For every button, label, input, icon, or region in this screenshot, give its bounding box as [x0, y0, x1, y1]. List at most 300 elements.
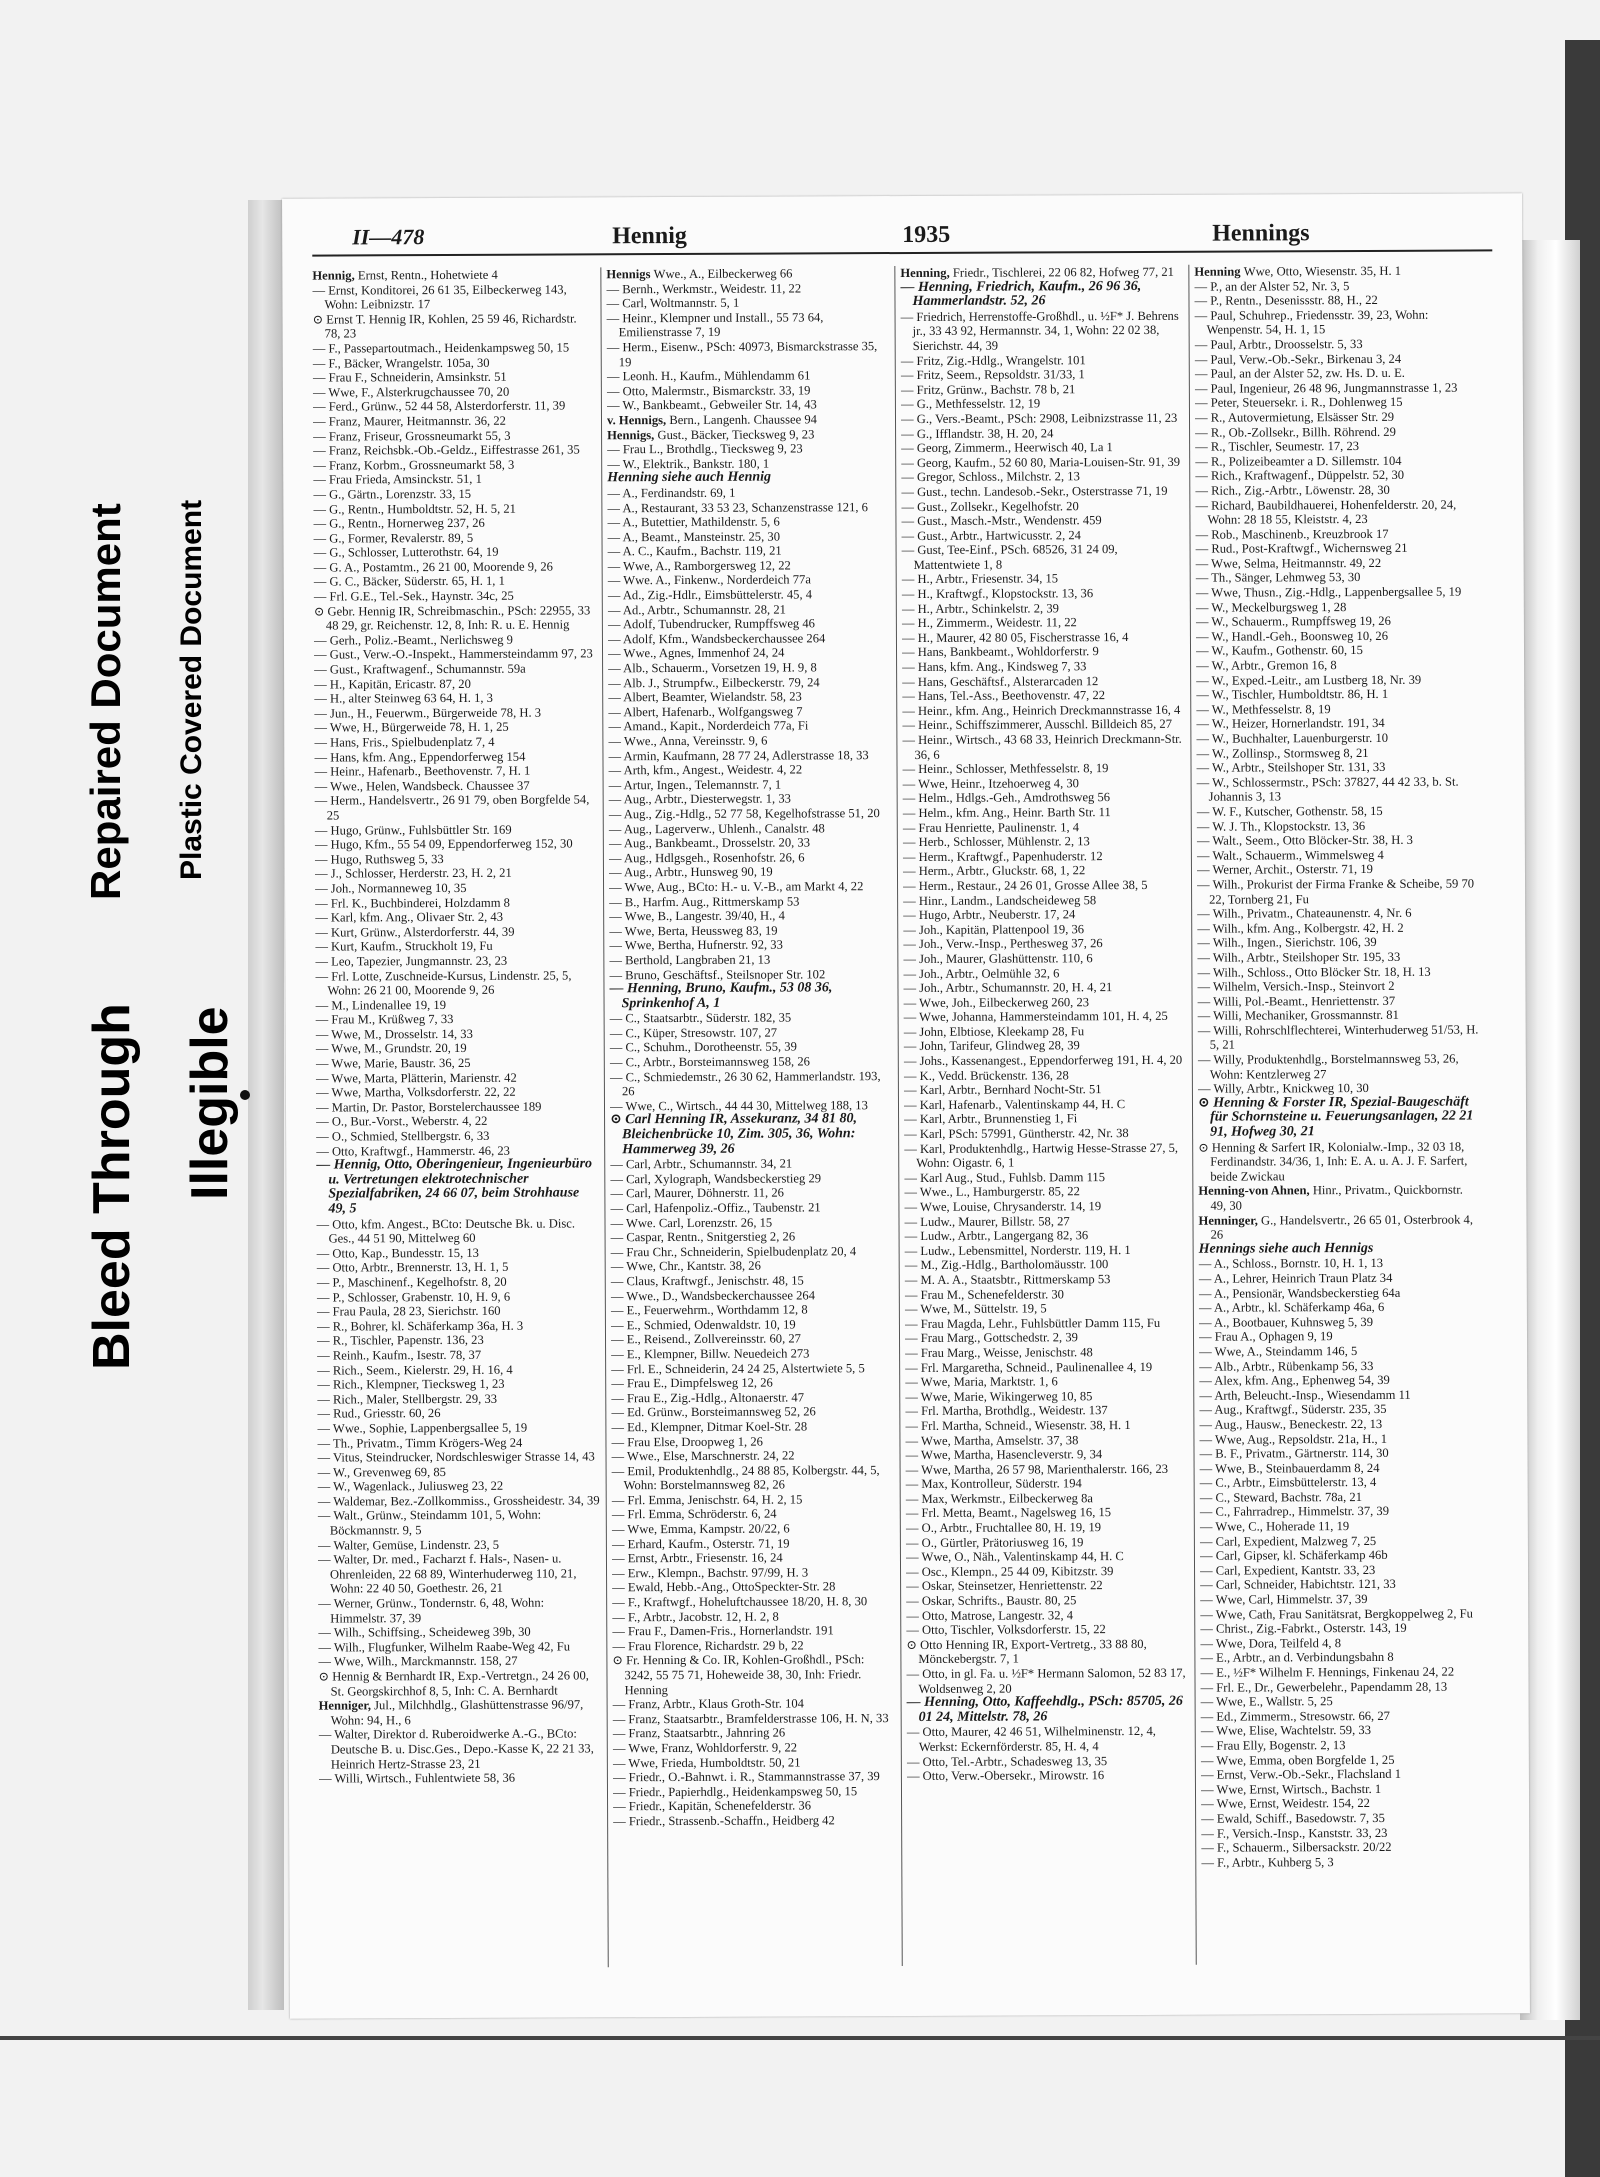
directory-entry [612, 1623, 894, 1639]
directory-entry [608, 631, 890, 647]
directory-entry [906, 1534, 1188, 1550]
entry-text: — Wwe, Johanna, Hammersteindamm 101, H. 4, 25 [903, 1009, 1168, 1025]
entry-text: — Hans, Fris., Spielbudenplatz 7, 4 [314, 734, 495, 750]
directory-entry [610, 1156, 892, 1172]
entry-text: — W., Zollinsp., Stormsweg 8, 21 [1196, 745, 1369, 761]
entry-text: — Ed. Grünw., Borsteimannsweg 52, 26 [611, 1404, 816, 1420]
directory-entry [314, 545, 596, 561]
entry-text: — W., Exped.-Leitr., am Lustberg 18, Nr. 39 [1196, 672, 1422, 688]
directory-entry [313, 384, 595, 400]
entry-text: — Willi, Mechaniker, Grossmannstr. 81 [1197, 1008, 1399, 1024]
directory-entry [317, 1303, 599, 1319]
directory-entry [906, 1666, 1188, 1696]
directory-entry [319, 1727, 601, 1772]
directory-entry [318, 1668, 600, 1698]
entry-text: — Heinr., Wirtsch., 43 68 33, Heinrich Dreckmann-Str. 36, 6 [902, 731, 1182, 762]
directory-entry [906, 1578, 1188, 1594]
directory-entry [902, 659, 1184, 675]
directory-entry [317, 1435, 599, 1451]
entry-text: — Helm., kfm. Ang., Heinr. Barth Str. 11 [902, 805, 1111, 820]
entry-text: — Joh., Normanneweg 10, 35 [315, 880, 467, 896]
entry-text: — Wwe, Martha, Amselstr. 37, 38 [905, 1432, 1079, 1448]
directory-entry [610, 1040, 892, 1056]
entry-text: — Frau M., Krüßweg 7, 33 [315, 1012, 454, 1027]
directory-entry [903, 892, 1185, 908]
entry-text: — R., Autovermietung, Elsässer Str. 29 [1194, 409, 1395, 425]
right-keyword: Hennings [1212, 220, 1310, 247]
entry-text: — Wilh., Schloss., Otto Blöcker Str. 18, H. 13 [1197, 964, 1431, 980]
directory-entry [903, 951, 1185, 967]
directory-entry [902, 703, 1184, 719]
directory-entry [1198, 1095, 1480, 1140]
directory-entry [612, 1463, 894, 1493]
directory-entry [901, 440, 1183, 456]
entry-text: — G. A., Postamtm., 26 21 00, Moorende 9, 26 [313, 559, 553, 575]
entry-text: — Herm., Kraftwgf., Papenhuderstr. 12 [902, 848, 1103, 864]
directory-entry [313, 501, 595, 517]
directory-entry [317, 1449, 599, 1465]
directory-entry [906, 1461, 1188, 1477]
entry-text: — W. J. Th., Klopstockstr. 13, 36 [1196, 818, 1366, 834]
directory-entry [904, 1009, 1186, 1025]
directory-entry [607, 412, 889, 428]
directory-column-4 [1194, 264, 1484, 1985]
entry-text: — Wwe, Chr., Kantstr. 38, 26 [610, 1259, 761, 1274]
directory-entry [905, 1374, 1187, 1390]
entry-text: — Wwe, Martha, 26 57 98, Marienthalerstr. 166, 23 [905, 1461, 1169, 1477]
entry-text: — Frau A., Ophagen 9, 19 [1198, 1329, 1333, 1345]
entry-text: — Walter, Gemüse, Lindenstr. 23, 5 [317, 1537, 500, 1553]
entry-text: — C., Fahrradrep., Himmelstr. 37, 39 [1199, 1504, 1390, 1520]
entry-text: — Fritz, Zig.-Hdlg., Wrangelstr. 101 [900, 352, 1086, 368]
directory-entry [613, 1711, 895, 1727]
entry-text: — Fritz, Grünw., Bachstr. 78 b, 21 [900, 382, 1076, 397]
directory-entry [1201, 1723, 1483, 1739]
directory-entry [313, 515, 595, 531]
entry-text: — Wwe., Helen, Wandsbeck. Chaussee 37 [314, 778, 530, 794]
directory-entry [906, 1564, 1188, 1580]
directory-entry [901, 382, 1183, 398]
directory-entry [607, 441, 889, 457]
entry-text: — Wwe, Frieda, Humboldtstr. 50, 21 [612, 1755, 801, 1770]
directory-entry [902, 644, 1184, 660]
directory-entry [610, 1215, 892, 1231]
entry-text: — Otto, Verw.-Obersekr., Mirowstr. 16 [906, 1768, 1105, 1784]
entry-text: — Ad., Zig.-Hdlr., Eimsbüttelerstr. 45, 4 [607, 587, 813, 603]
entry-text: — Franz, Reichsbk.-Ob.-Geldz., Eiffestrasse 261, 35 [313, 442, 580, 458]
directory-entry [1197, 774, 1479, 804]
directory-entry [1195, 424, 1477, 440]
directory-column-1 [312, 267, 602, 1988]
entry-text: — Wilh., Ingen., Sierichstr. 106, 39 [1197, 935, 1377, 951]
entry-text: — Frau Paula, 28 23, Sierichstr. 160 [316, 1303, 501, 1319]
directory-entry [1200, 1460, 1482, 1476]
entry-text: — Wwe, Berta, Heussweg 83, 19 [609, 923, 778, 939]
entry-text: — Wwe, E., Wallstr. 5, 25 [1200, 1694, 1333, 1709]
directory-entry [608, 733, 890, 749]
directory-entry [609, 806, 891, 822]
entry-surname: Hennigs, [607, 427, 658, 442]
directory-entry [611, 1434, 893, 1450]
entry-text: — Aug., Arbtr., Diesterwegstr. 1, 33 [608, 791, 791, 807]
entry-text: — Th., Sänger, Lehmweg 53, 30 [1195, 570, 1361, 586]
directory-entry [611, 1258, 893, 1274]
entry-text: — Frl. Metta, Beamt., Nagelsweg 16, 15 [905, 1505, 1112, 1521]
entry-text: — Wwe, Martha, Volksdorferstr. 22, 22 [315, 1084, 516, 1100]
entry-text: — Heinr., Schiffszimmerer, Ausschl. Billdeich 85, 27 [902, 717, 1173, 733]
directory-entry [607, 427, 889, 443]
entry-text: — Wwe, O., Näh., Valentinskamp 44, H. C [905, 1549, 1124, 1565]
entry-text: — Frau E., Dimpfelsweg 12, 26 [611, 1375, 773, 1391]
directory-entry [609, 850, 891, 866]
directory-entry [611, 1448, 893, 1464]
directory-entry [613, 1696, 895, 1712]
directory-entry [312, 267, 594, 283]
entry-text: — J., Schlosser, Herderstr. 23, H. 2, 21 [314, 866, 512, 881]
directory-entry [906, 1476, 1188, 1492]
entry-text: — H., Arbtr., Friesenstr. 34, 15 [901, 571, 1059, 587]
directory-entry [1200, 1592, 1482, 1608]
entry-text: — K., Vedd. Brückenstr. 136, 28 [903, 1067, 1069, 1083]
entry-text: — W., Bankbeamt., Gebweiler Str. 14, 43 [606, 397, 817, 413]
entry-text: — M., Lindenallee 19, 19 [315, 997, 447, 1013]
entry-text: — W., Buchhalter, Lauenburgerstr. 10 [1196, 730, 1389, 746]
entry-text: — Otto, kfm. Angest., BCto: Deutsche Bk. u. Disc. Ges., 44 51 90, Mittelweg 60 [316, 1216, 576, 1246]
entry-text: Ernst, Rentn., Hohetwiete 4 [357, 267, 498, 283]
entry-text: — Wwe., Agnes, Immenhof 24, 24 [607, 645, 785, 661]
directory-entry [1196, 745, 1478, 761]
directory-column-3 [900, 265, 1190, 1986]
directory-entry [313, 486, 595, 502]
entry-text: — Franz, Staatsarbtr., Bramfelderstrasse 106, H. N, 33 [612, 1710, 889, 1727]
directory-entry [610, 1010, 892, 1026]
entry-text: — Wilh., Arbtr., Steilshoper Str. 195, 33 [1197, 949, 1401, 965]
directory-entry [608, 602, 890, 618]
entry-text: — Max, Kontrolleur, Süderstr. 194 [905, 1476, 1082, 1492]
directory-entry [610, 1185, 892, 1201]
entry-text: — M., Zig.-Hdlg., Bartholomäusstr. 100 [904, 1257, 1109, 1273]
directory-entry [609, 894, 891, 910]
entry-text: — C., Arbtr., Borsteimannsweg 158, 26 [609, 1054, 810, 1070]
entry-text: — Franz, Maurer, Heitmannstr. 36, 22 [312, 413, 506, 429]
entry-text: — Ferd., Grünw., 52 44 58, Alsterdorferstr. 11, 39 [312, 398, 566, 414]
entry-text: — Frau Magda, Lehr., Fuhlsbüttler Damm 115, Fu [904, 1315, 1161, 1331]
directory-entry [609, 835, 891, 851]
directory-entry [1199, 1270, 1481, 1286]
entry-text: — Wwe., Sophie, Lappenbergsallee 5, 19 [317, 1420, 528, 1436]
entry-text: — O., Bur.-Vorst., Weberstr. 4, 22 [316, 1114, 488, 1130]
directory-entry [610, 1171, 892, 1187]
directory-entry [610, 1112, 892, 1157]
entry-text: — Wilh., Privatm., Chateaunenstr. 4, Nr. 6 [1197, 905, 1412, 921]
directory-entry [1199, 1446, 1481, 1462]
directory-entry [902, 571, 1184, 587]
entry-text: — Frau Elly, Bogenstr. 2, 13 [1200, 1738, 1346, 1753]
entry-text: — F., Versich.-Insp., Kanststr. 33, 23 [1201, 1825, 1388, 1841]
entry-text: — Joh., Maurer, Glashüttenstr. 110, 6 [903, 951, 1093, 966]
entry-text: — E., Feuerwehrm., Worthdamm 12, 8 [610, 1302, 808, 1318]
directory-entry [1200, 1519, 1482, 1535]
illegible-label: Illegible [181, 1006, 239, 1200]
entry-text: — Karl, Arbtr., Brunnenstieg 1, Fi [904, 1111, 1078, 1127]
entry-text: — Hans, kfm. Ang., Kindsweg 7, 33 [902, 659, 1087, 675]
directory-entry [902, 615, 1184, 631]
directory-entry [608, 660, 890, 676]
entry-text: — H., Arbtr., Schinkelstr. 2, 39 [901, 600, 1059, 616]
entry-text: — Gerh., Poliz.-Beamt., Nerlichsweg 9 [313, 632, 514, 648]
entry-text: — Frl. Emma, Jenischstr. 64, H. 2, 15 [611, 1492, 803, 1508]
directory-entry [606, 295, 888, 311]
entry-text: — Herm., Arbtr., Gluckstr. 68, 1, 22 [902, 863, 1086, 879]
entry-text: — Wwe, A., Ramborgersweg 12, 22 [607, 558, 791, 574]
directory-entry [902, 717, 1184, 733]
directory-entry [607, 368, 889, 384]
directory-entry [904, 1140, 1186, 1170]
directory-entry [903, 776, 1185, 792]
directory-entry [1198, 993, 1480, 1009]
entry-text: — C., Küper, Stresowstr. 107, 27 [609, 1025, 778, 1041]
directory-entry [612, 1652, 894, 1697]
directory-entry [316, 1216, 598, 1246]
entry-text: — Otto, Kap., Bundesstr. 15, 13 [316, 1245, 479, 1261]
directory-entry [1198, 1008, 1480, 1024]
directory-entry [609, 864, 891, 880]
entry-text: — Aug., Kraftwgf., Süderstr. 235, 35 [1199, 1402, 1387, 1418]
directory-entry [1196, 658, 1478, 674]
directory-entry [1200, 1548, 1482, 1564]
directory-entry [315, 793, 597, 823]
entry-text: — A., Pensionär, Wandsbeckerstieg 64a [1198, 1285, 1401, 1301]
entry-text: — F., Schauerm., Silbersackstr. 20/22 [1201, 1840, 1392, 1855]
directory-entry [314, 588, 596, 604]
entry-text: — Albert, Hafenarb., Wolfgangsweg 7 [608, 704, 803, 720]
directory-entry [315, 909, 597, 925]
entry-text: — Paul, Schuhrep., Friedensstr. 39, 23, Wohn: Wenpenstr. 54, H. 1, 15 [1194, 307, 1429, 338]
directory-entry [1197, 862, 1479, 878]
entry-text: — P., Schlosser, Grabenstr. 10, H. 9, 6 [316, 1289, 511, 1305]
directory-entry [1199, 1431, 1481, 1447]
entry-text: — Wwe, Marie, Baustr. 36, 25 [315, 1055, 471, 1071]
entry-text: — H., Zimmerm., Weidestr. 11, 22 [901, 615, 1077, 631]
entry-text: — P., Rentn., Desenissstr. 88, H., 22 [1194, 293, 1378, 308]
directory-entry [316, 1099, 598, 1115]
entry-text: — G., Rentn., Hornerweg 237, 26 [313, 515, 485, 531]
entry-text: — Ludw., Maurer, Billstr. 58, 27 [904, 1213, 1070, 1229]
directory-entry [609, 908, 891, 924]
directory-entry [613, 1725, 895, 1741]
entry-text: — E., Klempner, Billw. Neuedeich 273 [611, 1346, 810, 1362]
entry-text: — Friedr., O.-Bahnwt. i. R., Stammannstrasse 37, 39 [612, 1769, 880, 1785]
directory-entry [608, 704, 890, 720]
directory-entry [1199, 1285, 1481, 1301]
entry-text: G., Handelsvertr., 26 65 01, Osterbrook 4, 26 [1210, 1212, 1474, 1242]
directory-entry [609, 879, 891, 895]
entry-text: — M. A. A., Staatsbtr., Rittmerskamp 53 [904, 1272, 1111, 1287]
directory-entry [609, 952, 891, 968]
directory-entry [317, 1245, 599, 1261]
entry-text: — Ad., Arbtr., Schumannstr. 28, 21 [607, 602, 786, 617]
directory-entry [608, 573, 890, 589]
entry-text: — H., Maurer, 42 80 05, Fischerstrasse 16, 4 [901, 629, 1129, 645]
entry-text: — Rich., Maler, Stellbergstr. 29, 33 [317, 1391, 498, 1407]
entry-text: — O., Gürtler, Prätoriusweg 16, 19 [905, 1534, 1084, 1550]
entry-text: ⊙ Carl Henning IR, Assekuranz, 34 81 80, Bleichenbrücke 10, Zim. 305, 36, Wohn: Hammerweg 39, 26 [610, 1111, 858, 1157]
entry-text: — Frl. Emma, Schröderstr. 6, 24 [611, 1507, 777, 1522]
directory-entry [1197, 979, 1479, 995]
directory-entry [608, 543, 890, 559]
directory-entry [316, 1026, 598, 1042]
directory-entry [613, 1740, 895, 1756]
directory-entry [315, 778, 597, 794]
entry-text: — John, Elbtiose, Kleekamp 28, Fu [903, 1024, 1085, 1039]
entry-text: — Joh., Arbtr., Oelmühle 32, 6 [903, 965, 1060, 981]
entry-text: — Otto, Tel.-Arbtr., Schadesweg 13, 35 [906, 1753, 1108, 1769]
entry-text: — Frau F., Damen-Fris., Hornerlandstr. 191 [612, 1623, 834, 1639]
directory-entry [612, 1565, 894, 1581]
page-header [312, 215, 1492, 256]
entry-text: — Wilh., kfm. Ang., Kolbergstr. 42, H. 2 [1197, 920, 1404, 936]
directory-entry [612, 1579, 894, 1595]
directory-entry [1201, 1840, 1483, 1856]
entry-text: — G., Schlosser, Lutterothstr. 64, 19 [313, 545, 499, 560]
bleed-through-label: Bleed Through [83, 1003, 141, 1370]
directory-entry [901, 367, 1183, 383]
directory-entry [611, 1244, 893, 1260]
entry-text: — Wwe, Carl, Himmelstr. 37, 39 [1200, 1592, 1368, 1607]
directory-entry [611, 1404, 893, 1420]
directory-entry [318, 1493, 600, 1509]
directory-entry [317, 1289, 599, 1305]
directory-entry [1196, 555, 1478, 571]
directory-entry [907, 1768, 1189, 1784]
directory-entry [901, 352, 1183, 368]
entry-text: — R., Bohrer, kl. Schäferkamp 36a, H. 3 [316, 1318, 524, 1334]
directory-entry [314, 720, 596, 736]
entry-text: — W., Schauerm., Rumpffsweg 19, 26 [1195, 614, 1391, 629]
directory-entry [902, 630, 1184, 646]
entry-text: — C., Steward, Bachstr. 78a, 21 [1199, 1489, 1363, 1505]
directory-entry [901, 498, 1183, 514]
entry-text: — Joh., Verw.-Insp., Perthesweg 37, 26 [903, 936, 1103, 952]
entry-text: — A., Butettier, Mathildenstr. 5, 6 [607, 514, 780, 530]
entry-text: — Wwe. A., Finkenw., Norderdeich 77a [607, 572, 811, 588]
entry-text: — F., Arbtr., Jacobstr. 12, H. 2, 8 [612, 1609, 779, 1624]
directory-entry [907, 1724, 1189, 1754]
directory-entry [903, 863, 1185, 879]
directory-entry [315, 939, 597, 955]
directory-entry [905, 1316, 1187, 1332]
directory-entry [313, 530, 595, 546]
entry-text: — Caspar, Rentn., Snitgerstieg 2, 26 [610, 1229, 796, 1245]
entry-text: — F., Arbtr., Kuhberg 5, 3 [1201, 1854, 1334, 1870]
entry-text: — G., Gärtn., Lorenzstr. 33, 15 [313, 486, 472, 502]
directory-entry [314, 749, 596, 765]
entry-text: — Ernst, Arbtr., Friesenstr. 16, 24 [611, 1550, 783, 1566]
entry-text: — Aug., Bankbeamt., Drosselstr. 20, 33 [608, 835, 811, 851]
directory-entry [905, 1272, 1187, 1288]
directory-entry [314, 691, 596, 707]
directory-entry [1195, 409, 1477, 425]
entry-text: — Carl, Expedient, Malzweg 7, 25 [1199, 1533, 1377, 1549]
entry-text: — Erw., Klempn., Bachstr. 97/99, H. 3 [612, 1565, 809, 1581]
entry-text: — Herm., Eisenw., PSch: 40973, Bismarckstrasse 35, 19 [606, 339, 878, 369]
directory-entry [1198, 1183, 1480, 1213]
directory-entry [1199, 1329, 1481, 1345]
directory-entry [902, 600, 1184, 616]
directory-entry [607, 383, 889, 399]
directory-entry [1200, 1504, 1482, 1520]
entry-text: — Aug., Arbtr., Hunsweg 90, 19 [608, 864, 773, 880]
directory-entry [1197, 876, 1479, 906]
entry-text: — Wwe, C., Wirtsch., 44 44 30, Mittelweg 188, 13 [609, 1098, 868, 1114]
directory-entry [317, 1362, 599, 1378]
entry-text: — Frau M., Schenefelderstr. 30 [904, 1286, 1064, 1302]
entry-text: ⊙ Otto Henning IR, Export-Vertretg., 33 88 80, Mönckebergstr. 7, 1 [906, 1636, 1147, 1667]
entry-text: — W., Tischler, Humboldtstr. 86, H. 1 [1196, 687, 1389, 702]
directory-entry [1198, 1212, 1480, 1242]
directory-entry [1200, 1562, 1482, 1578]
directory-column-2 [606, 266, 896, 1987]
entry-text: — Wwe, Martha, Hasencleverstr. 9, 34 [905, 1447, 1103, 1463]
directory-entry [610, 1054, 892, 1070]
entry-text: — Emil, Produktenhdlg., 24 88 85, Kolbergstr. 44, 5, Wohn: Borstelmannsweg 82, 26 [611, 1462, 880, 1493]
directory-entry [1199, 1402, 1481, 1418]
entry-text: ⊙ Fr. Henning & Co. IR, Kohlen-Großhdl., PSch: 3242, 55 75 71, Hoheweide 38, 30, Inh: Friedr. Henning [612, 1652, 865, 1697]
entry-text: Jul., Milchhdlg., Glashüttenstrasse 96/97, Wohn: 94, H., 6 [330, 1697, 584, 1728]
entry-text: ⊙ Henning & Forster IR, Spezial-Baugeschäft für Schornsteine u. Feuerungsanlagen, 22 21 91, Hofweg 30, 21 [1197, 1094, 1474, 1140]
entry-text: — P., Maschinenf., Kegelhofstr. 8, 20 [316, 1274, 507, 1290]
directory-entry [608, 748, 890, 764]
entry-text: — W. F., Kutscher, Gothenstr. 58, 15 [1196, 803, 1383, 819]
directory-entry [315, 953, 597, 969]
entry-text: — Wwe, Joh., Eilbeckerweg 260, 23 [903, 994, 1090, 1010]
entry-text: — C., Schmiedemstr., 26 30 62, Hammerlandstr. 193, 26 [609, 1068, 881, 1099]
directory-entry [903, 980, 1185, 996]
entry-text: — Kurt, Grünw., Alsterdorferstr. 44, 39 [315, 924, 515, 940]
entry-text: — Georg, Kaufm., 52 60 80, Maria-Louisen-Str. 91, 39 [901, 454, 1181, 470]
directory-entry [902, 673, 1184, 689]
entry-text: — Wwe, Emma, Kampstr. 20/22, 6 [611, 1521, 790, 1537]
entry-text: — Wwe, Dora, Teilfeld 4, 8 [1200, 1635, 1342, 1651]
entry-text: Henning siehe auch Hennig [607, 469, 772, 486]
directory-entry [315, 968, 597, 998]
directory-entry [901, 513, 1183, 529]
directory-entry [315, 822, 597, 838]
entry-text: — Wwe, M., Süttelstr. 19, 5 [904, 1301, 1047, 1317]
entry-surname: Henning-von Ahnen, [1198, 1183, 1313, 1199]
entry-text: — Hugo, Ruthsweg 5, 33 [314, 851, 444, 867]
entry-text: — A., Restaurant, 33 53 23, Schanzenstrasse 121, 6 [607, 499, 868, 515]
entry-text: — Wwe, Marie, Wikingerweg 10, 85 [905, 1388, 1093, 1404]
entry-text: — Artur, Ingen., Telemannstr. 7, 1 [608, 777, 782, 793]
ink-spot [240, 1090, 250, 1100]
directory-entry [612, 1492, 894, 1508]
directory-entry [610, 1025, 892, 1041]
entry-text: — Adolf, Tubendrucker, Rumpffsweg 46 [607, 616, 815, 632]
entry-text: — Henning, Bruno, Kaufm., 53 08 36, Sprinkenhof A, 1 [609, 980, 833, 1011]
entry-text: — A., Schloss., Bornstr. 10, H. 1, 13 [1198, 1256, 1384, 1272]
entry-text: — Joh., Kapitän, Plattenpool 19, 36 [903, 921, 1085, 937]
entry-text: — F., Passepartoutmach., Heidenkampsweg 50, 15 [312, 340, 570, 356]
entry-surname: v. Hennigs, [606, 412, 670, 428]
entry-text: — Frl. Lotte, Zuschneide-Kursus, Lindenstr. 25, 5, Wohn: 26 21 00, Moorende 9, 26 [315, 967, 572, 998]
directory-entry [612, 1536, 894, 1552]
repaired-document-label: Repaired Document [82, 503, 129, 900]
entry-text: — Heinr., Klempner und Install., 55 73 64, Emilienstrasse 7, 19 [606, 310, 824, 340]
entry-text: — Erhard, Kaufm., Osterstr. 71, 19 [611, 1536, 790, 1551]
directory-entry [1196, 599, 1478, 615]
entry-text: — Wwe, Cath, Frau Sanitätsrat, Bergkoppelweg 2, Fu [1200, 1606, 1473, 1622]
